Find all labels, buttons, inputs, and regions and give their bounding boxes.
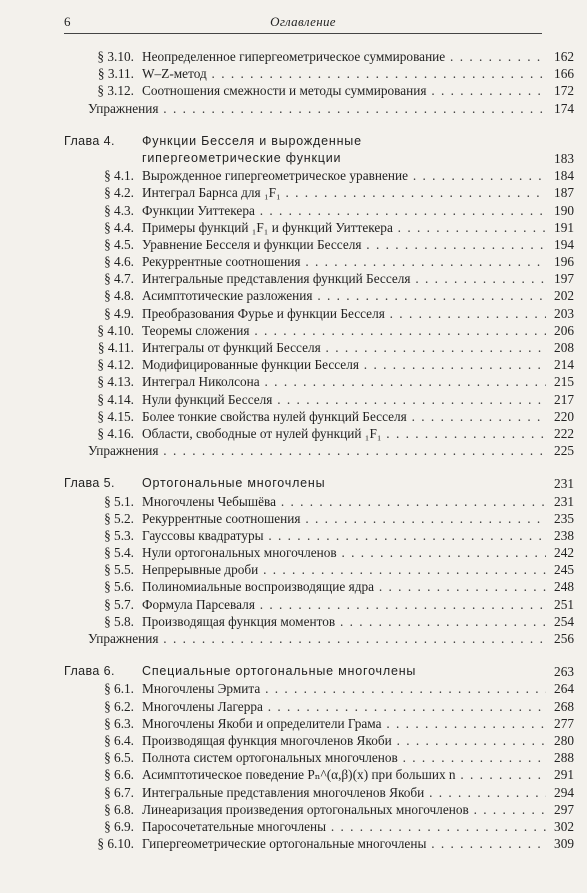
chapter-title: Ортогональные многочлены <box>142 476 326 491</box>
page-ref: 191 <box>554 219 574 235</box>
toc-entry[interactable] <box>64 835 574 852</box>
page-ref: 245 <box>554 562 574 578</box>
section-title: Функции Уиттекера . . . <box>142 202 546 219</box>
section-number: § 4.5. <box>104 236 134 252</box>
page-ref: 217 <box>554 391 574 407</box>
toc-entry[interactable] <box>64 373 574 390</box>
section-title: Нули ортогональных многочленов . . . <box>142 544 546 561</box>
page-ref: 214 <box>554 357 574 373</box>
section-title: Рекуррентные соотношения . . . <box>142 253 546 270</box>
section-number: § 5.1. <box>104 493 134 509</box>
toc-entry[interactable] <box>64 578 574 595</box>
section-number: § 4.6. <box>104 254 134 270</box>
section-title: Интегральные представления многочленов Якоби . . . <box>142 784 546 801</box>
page-ref: 268 <box>554 698 574 714</box>
toc-entry[interactable] <box>64 818 574 835</box>
exercises-title: Упражнения . . . <box>88 442 546 459</box>
section-title: Примеры функций ₁F₁ и функций Уиттекера . . . <box>142 219 546 236</box>
page-ref: 294 <box>554 784 574 800</box>
page-ref: 187 <box>554 185 574 201</box>
section-title: Более тонкие свойства нулей функций Бесселя . . . <box>142 408 546 425</box>
toc-entry[interactable] <box>64 561 574 578</box>
section-number: § 4.3. <box>104 202 134 218</box>
section-title: Производящая функция многочленов Якоби . . . <box>142 732 546 749</box>
page-header <box>64 12 542 34</box>
page-ref: 280 <box>554 732 574 748</box>
section-number: § 3.10. <box>97 49 134 64</box>
page-ref: 215 <box>554 374 574 390</box>
page-ref: 251 <box>554 596 574 612</box>
page-ref: 254 <box>554 613 574 629</box>
page-ref: 172 <box>554 83 574 99</box>
header-rule <box>64 33 542 34</box>
page-ref: 208 <box>554 340 574 355</box>
toc-entry[interactable] <box>64 680 574 697</box>
chapter-heading-cont[interactable] <box>64 150 574 167</box>
section-title: W–Z-метод . . . <box>142 65 546 82</box>
section-title: Интегральные представления функций Бесселя . . . <box>142 270 546 287</box>
toc-entry[interactable] <box>64 766 574 783</box>
toc-entry[interactable] <box>64 236 574 253</box>
page-ref: 196 <box>554 254 574 270</box>
section-number: § 6.7. <box>104 784 134 800</box>
exercises-title: Упражнения . . . <box>88 100 546 117</box>
page-number: 6 <box>64 14 71 29</box>
table-of-contents <box>64 48 574 852</box>
section-number: § 6.4. <box>104 732 134 748</box>
chapter-label: Глава 5. <box>64 476 115 491</box>
section-title: Интегралы от функций Бесселя . . . <box>142 339 546 356</box>
section-number: § 4.14. <box>97 391 134 407</box>
page-ref: 277 <box>554 715 574 731</box>
page-ref: 222 <box>554 425 574 441</box>
section-number: § 6.1. <box>104 681 134 697</box>
chapter4 <box>64 133 574 460</box>
page-ref: 231 <box>554 493 574 509</box>
section-title: Полнота систем ортогональных многочленов . . . <box>142 749 546 766</box>
section-number: § 4.10. <box>97 322 134 338</box>
exercises-entry[interactable] <box>64 442 574 459</box>
section-title: Интеграл Барнса для ₁F₁ . . . <box>142 184 546 201</box>
page-ref: 174 <box>554 100 574 116</box>
section-title: Гипергеометрические ортогональные многочлены . . . <box>142 835 546 852</box>
toc-entry[interactable] <box>64 596 574 613</box>
toc-entry[interactable] <box>64 715 574 732</box>
page-ref: 225 <box>554 443 574 459</box>
page-ref: 231 <box>554 476 574 492</box>
page-ref: 291 <box>554 767 574 783</box>
toc-entry[interactable] <box>64 253 574 270</box>
page-ref: 197 <box>554 271 574 287</box>
section-title: Соотношения смежности и методы суммирования . . . <box>142 82 546 99</box>
toc-entry[interactable] <box>64 287 574 304</box>
section-title: Уравнение Бесселя и функции Бесселя . . . <box>142 236 546 253</box>
section-number: § 5.4. <box>104 545 134 561</box>
section-number: § 4.11. <box>97 340 134 355</box>
toc-entry[interactable] <box>64 613 574 630</box>
chapter-heading[interactable] <box>64 663 574 680</box>
section-title: Гауссовы квадратуры . . . <box>142 527 546 544</box>
section-title: Области, свободные от нулей функций ₁F₁ . . . <box>142 425 546 442</box>
section-number: § 5.3. <box>104 527 134 543</box>
chapter-label: Глава 6. <box>64 664 115 679</box>
page-ref: 203 <box>554 305 574 321</box>
section-number: § 4.8. <box>104 288 134 304</box>
chapter5 <box>64 475 574 647</box>
section-number: § 4.4. <box>104 219 134 235</box>
section-number: § 5.6. <box>104 579 134 595</box>
toc-entry[interactable] <box>64 322 574 339</box>
page-ref: 248 <box>554 579 574 595</box>
section-number: § 4.9. <box>104 305 134 321</box>
toc-entry[interactable] <box>64 801 574 818</box>
toc-entry[interactable] <box>64 305 574 322</box>
toc-entry[interactable] <box>64 698 574 715</box>
page-ref: 194 <box>554 236 574 252</box>
chapter-heading[interactable] <box>64 475 574 492</box>
section-number: § 6.6. <box>104 767 134 783</box>
toc-entry[interactable] <box>64 202 574 219</box>
chapter3-sections <box>64 48 574 117</box>
page-ref: 202 <box>554 288 574 304</box>
page-ref: 235 <box>554 510 574 526</box>
section-number: § 6.3. <box>104 715 134 731</box>
toc-entry[interactable] <box>64 493 574 510</box>
section-number: § 3.11. <box>97 66 134 82</box>
section-title: Интеграл Николсона . . . <box>142 373 546 390</box>
toc-entry[interactable] <box>64 425 574 442</box>
page-ref: 220 <box>554 408 574 424</box>
chapter-title: Функции Бесселя и вырожденные <box>142 133 362 148</box>
toc-entry[interactable] <box>64 82 574 99</box>
section-title: Асимптотические разложения . . . <box>142 287 546 304</box>
toc-entry[interactable] <box>64 270 574 287</box>
page-ref: 309 <box>554 836 574 852</box>
toc-entry[interactable] <box>64 48 574 65</box>
section-title: Рекуррентные соотношения . . . <box>142 510 546 527</box>
toc-entry[interactable] <box>64 527 574 544</box>
section-title: Полиномиальные воспроизводящие ядра . . . <box>142 578 546 595</box>
page-ref: 264 <box>554 681 574 697</box>
section-title: Многочлены Якоби и определители Грама . . . <box>142 715 546 732</box>
toc-entry[interactable] <box>64 784 574 801</box>
section-number: § 4.12. <box>97 357 134 373</box>
toc-entry[interactable] <box>64 356 574 373</box>
chapter-heading[interactable] <box>64 133 574 150</box>
section-number: § 3.12. <box>97 83 134 99</box>
page-ref: 190 <box>554 202 574 218</box>
section-title: Вырожденное гипергеометрическое уравнение . . . <box>142 167 546 184</box>
section-number: § 5.7. <box>104 596 134 612</box>
page-ref: 263 <box>554 664 574 680</box>
toc-entry[interactable] <box>64 167 574 184</box>
section-title: Теоремы сложения . . . <box>142 322 546 339</box>
section-number: § 4.2. <box>104 185 134 201</box>
section-number: § 6.10. <box>97 836 134 852</box>
section-title: Непрерывные дроби . . . <box>142 561 546 578</box>
chapter-title-line2: гипергеометрические функции <box>142 150 342 165</box>
page-ref: 297 <box>554 801 574 817</box>
toc-entry[interactable] <box>64 510 574 527</box>
section-title: Производящая функция моментов . . . <box>142 613 546 630</box>
section-title: Неопределенное гипергеометрическое суммирование . . . <box>142 48 546 65</box>
section-number: § 5.2. <box>104 510 134 526</box>
section-title: Многочлены Эрмита . . . <box>142 680 546 697</box>
section-title: Многочлены Лагерра . . . <box>142 698 546 715</box>
section-number: § 5.5. <box>104 562 134 578</box>
section-number: § 5.8. <box>104 613 134 629</box>
section-title: Модифицированные функции Бесселя . . . <box>142 356 546 373</box>
section-number: § 4.1. <box>104 168 134 184</box>
section-title: Нули функций Бесселя . . . <box>142 391 546 408</box>
exercises-entry[interactable] <box>64 630 574 647</box>
section-title: Многочлены Чебышёва . . . <box>142 493 546 510</box>
toc-entry[interactable] <box>64 184 574 201</box>
page-ref: 238 <box>554 527 574 543</box>
section-number: § 4.15. <box>97 408 134 424</box>
section-number: § 6.9. <box>104 818 134 834</box>
page-ref: 184 <box>554 168 574 184</box>
section-number: § 6.8. <box>104 801 134 817</box>
page-ref: 256 <box>554 631 574 646</box>
page-ref: 166 <box>554 66 574 82</box>
exercises-title: Упражнения . . . <box>88 630 546 647</box>
section-title: Формула Парсеваля . . . <box>142 596 546 613</box>
toc-entry[interactable] <box>64 408 574 425</box>
toc-entry[interactable] <box>64 749 574 766</box>
toc-entry[interactable] <box>64 391 574 408</box>
toc-entry[interactable] <box>64 339 574 356</box>
section-number: § 6.2. <box>104 698 134 714</box>
chapter6 <box>64 663 574 852</box>
chapter-title: Специальные ортогональные многочлены <box>142 664 417 679</box>
page-ref: 302 <box>554 818 574 834</box>
chapter-label: Глава 4. <box>64 133 115 148</box>
section-number: § 4.13. <box>97 374 134 390</box>
section-title: Паросочетательные многочлены . . . <box>142 818 546 835</box>
section-title: Асимптотическое поведение Pₙ^(α,β)(x) при больших n . . . <box>142 766 546 783</box>
running-title: Оглавление <box>270 14 336 29</box>
section-title: Линеаризация произведения ортогональных многочленов . . . <box>142 801 546 818</box>
section-number: § 4.7. <box>104 271 134 287</box>
exercises-entry[interactable] <box>64 100 574 117</box>
toc-entry[interactable] <box>64 219 574 236</box>
page-ref: 206 <box>554 322 574 338</box>
page-ref: 288 <box>554 750 574 766</box>
toc-entry[interactable] <box>64 544 574 561</box>
page-ref: 162 <box>554 49 574 64</box>
toc-entry[interactable] <box>64 65 574 82</box>
section-number: § 4.16. <box>97 425 134 441</box>
toc-entry[interactable] <box>64 732 574 749</box>
page-ref: 183 <box>554 150 574 166</box>
section-number: § 6.5. <box>104 750 134 766</box>
section-title: Преобразования Фурье и функции Бесселя . . . <box>142 305 546 322</box>
page-ref: 242 <box>554 545 574 561</box>
